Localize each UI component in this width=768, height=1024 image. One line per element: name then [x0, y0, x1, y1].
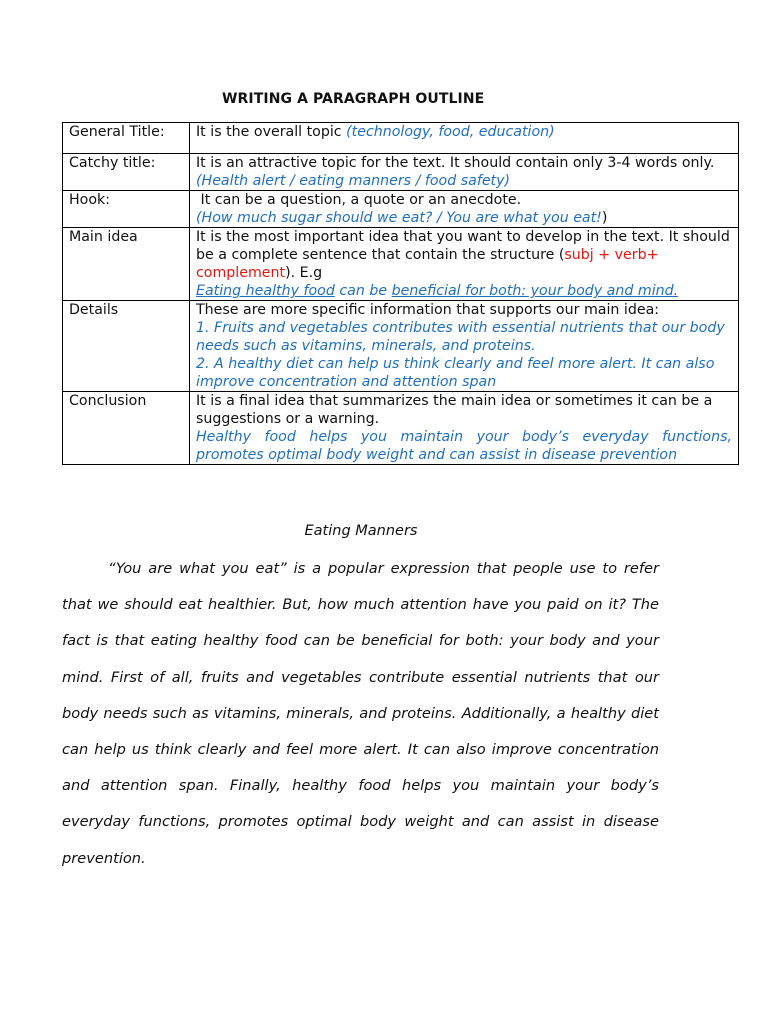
- row-label: Main idea: [63, 228, 190, 301]
- table-row-hook: [63, 191, 739, 228]
- row-example-1: 1. Fruits and vegetables contributes with essential nutrients that our body needs such as vitamins, minerals, and proteins.: [196, 320, 725, 354]
- table-row-details: [63, 301, 739, 392]
- row-text: It is an attractive topic for the text. It should contain only 3-4 words only.: [196, 155, 715, 171]
- row-label: Hook:: [63, 191, 190, 228]
- structure-formula: subj + verb+ complement: [196, 247, 659, 281]
- row-label: Conclusion: [63, 392, 190, 465]
- table-row-catchy-title: [63, 154, 739, 191]
- row-text: It can be a question, a quote or an anecdote.: [196, 192, 522, 208]
- document-title: WRITING A PARAGRAPH OUTLINE: [222, 91, 485, 107]
- row-description: [190, 154, 739, 191]
- row-example-close: ): [601, 210, 608, 226]
- row-text-block: [196, 228, 732, 282]
- row-label: General Title:: [63, 123, 190, 154]
- row-example: (Health alert / eating manners / food safety): [196, 173, 511, 189]
- row-text: It is a final idea that summarizes the main idea or sometimes it can be a suggestions or a warning.: [196, 393, 713, 427]
- table-row-conclusion: [63, 392, 739, 465]
- row-text-end: ). E.g: [285, 265, 323, 281]
- row-text: These are more specific information that supports our main idea:: [196, 302, 660, 318]
- row-description: [190, 191, 739, 228]
- row-example-2: 2. A healthy diet can help us think clearly and feel more alert. It can also improve concentration and attention span: [196, 356, 715, 390]
- row-label: Details: [63, 301, 190, 392]
- table-row-main-idea: [63, 228, 739, 301]
- row-example-line: [196, 209, 732, 227]
- table-row-general-title: [63, 123, 739, 154]
- essay-title: Eating Manners: [304, 523, 418, 539]
- row-example: [196, 282, 732, 300]
- outline-table: [62, 122, 739, 465]
- row-description: [190, 123, 739, 154]
- row-example-line-2: promotes optimal body weight and can assist in disease prevention: [196, 447, 678, 463]
- row-example: (How much sugar should we eat? / You are what you eat!: [196, 210, 602, 226]
- example-part-underlined: Eating healthy food: [196, 283, 335, 299]
- example-part-underlined: beneficial for both: your body and mind.: [391, 283, 679, 299]
- row-description: [190, 228, 739, 301]
- row-example-line-1: Healthy food helps you maintain your body’s everyday functions,: [196, 429, 732, 445]
- row-text: It is the most important idea that you want to develop in the text. It should be a complete sentence that contain the structure (: [196, 229, 730, 263]
- row-example: (technology, food, education): [346, 124, 555, 140]
- row-description: [190, 392, 739, 465]
- row-text: It is the overall topic: [196, 124, 347, 140]
- essay-body: “You are what you eat” is a popular expression that people use to refer that we should eat healthier. But, how much attention have you paid on it? The fact is that eating healthy food can be beneficial for both: your body and your mind. First of all, fruits and vegetables contribute essential nutrients that our body needs such as vitamins, minerals, and proteins. Additionally, a healthy diet can help us think clearly and feel more alert. It can also improve concentration and attention span. Finally, healthy food helps you maintain your body’s everyday functions, promotes optimal body weight and can assist in disease prevention.: [62, 560, 659, 867]
- example-part: can be: [334, 283, 392, 299]
- row-description: [190, 301, 739, 392]
- row-label: Catchy title:: [63, 154, 190, 191]
